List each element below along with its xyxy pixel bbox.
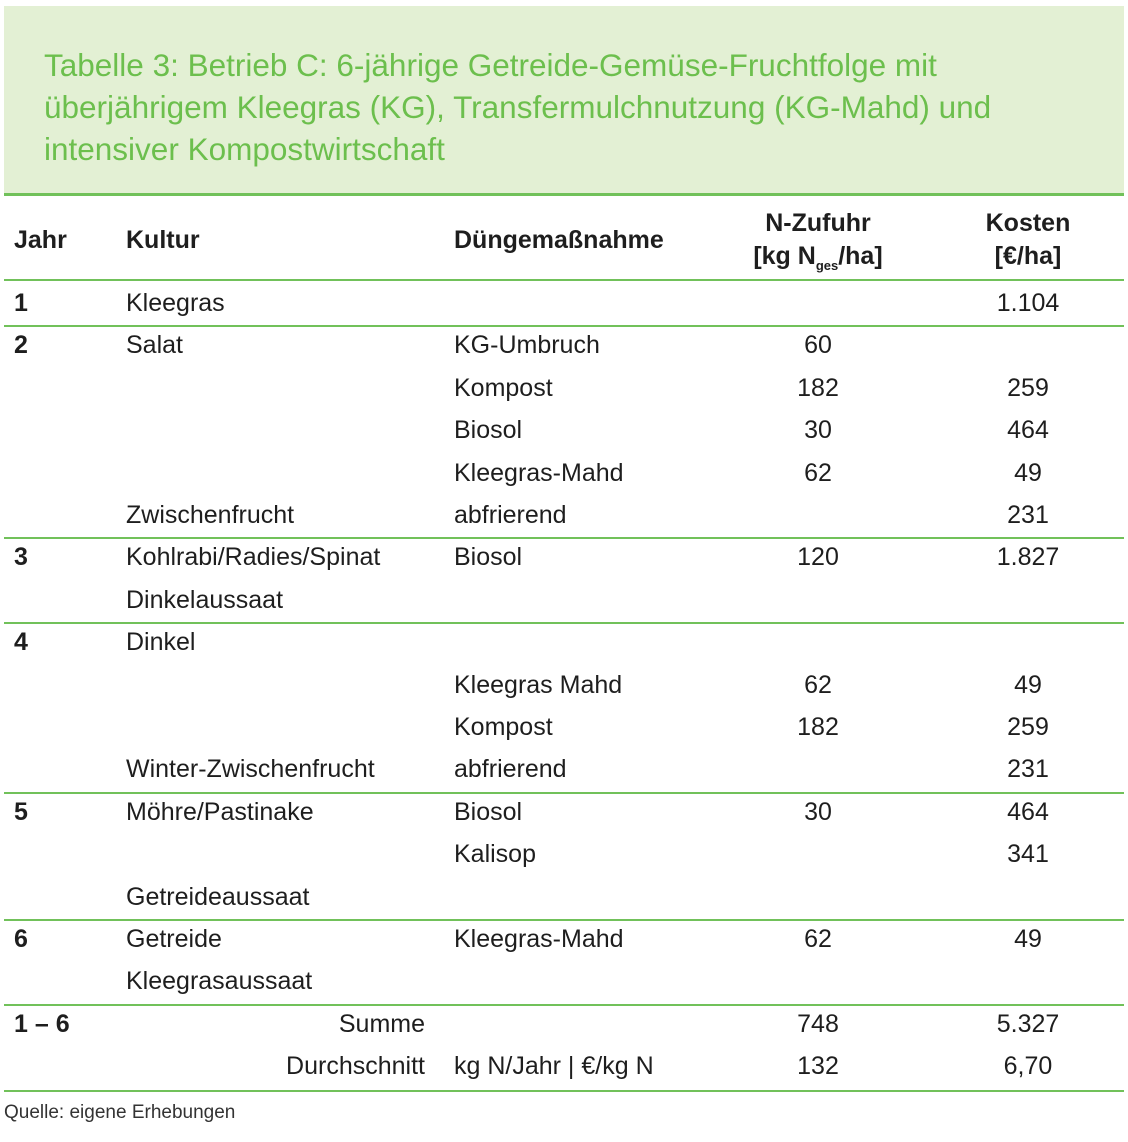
cell-n-zufuhr: 120: [797, 543, 839, 571]
table-row: [0, 367, 1128, 409]
cell-kosten: 231: [1007, 755, 1049, 783]
table-row: [0, 748, 1128, 790]
table-rule: [4, 193, 1124, 196]
cell-kosten: 341: [1007, 840, 1049, 868]
cell-kosten: 464: [1007, 416, 1049, 444]
cell-kosten: 5.327: [996, 1010, 1060, 1038]
table-row: [0, 706, 1128, 748]
cell-n-zufuhr: 62: [804, 925, 832, 953]
cell-kultur: Salat: [126, 331, 183, 359]
header-n-zufuhr-line1: N-Zufuhr: [765, 209, 871, 237]
cell-duengemassnahme: Kalisop: [454, 840, 536, 868]
cell-summary-label: Durchschnitt: [286, 1052, 425, 1080]
table-row: [0, 409, 1128, 451]
header-unit-pre: [kg N: [753, 242, 816, 270]
cell-jahr: 6: [14, 925, 28, 953]
source-note: Quelle: eigene Erhebungen: [4, 1102, 236, 1123]
table-row: [0, 324, 1128, 366]
header-n-zufuhr: [718, 207, 918, 273]
cell-jahr: 2: [14, 331, 28, 359]
cell-duengemassnahme: KG-Umbruch: [454, 331, 600, 359]
cell-kultur: Dinkel: [126, 628, 196, 656]
header-n-zufuhr-line2: [718, 240, 918, 273]
cell-kultur: Winter-Zwischenfrucht: [126, 755, 375, 783]
table-row: [0, 536, 1128, 578]
cell-duengemassnahme: Kompost: [454, 374, 553, 402]
cell-kultur: Getreide: [126, 925, 222, 953]
table-row: [0, 664, 1128, 706]
cell-kosten: 231: [1007, 501, 1049, 529]
cell-n-zufuhr: 182: [797, 713, 839, 741]
header-kosten: [938, 207, 1118, 273]
cell-kultur: Möhre/Pastinake: [126, 798, 314, 826]
summary-row-sum: [0, 1003, 1128, 1045]
cell-duengemassnahme: Kleegras Mahd: [454, 671, 623, 699]
cell-kultur: Kleegrasaussaat: [126, 967, 313, 995]
cell-jahr: 5: [14, 798, 28, 826]
title-line: intensiver Kompostwirtschaft: [44, 131, 445, 167]
header-kosten-line2: [€/ha]: [994, 242, 1062, 270]
cell-kultur: Kleegras: [126, 289, 225, 317]
cell-n-zufuhr: 748: [797, 1010, 839, 1038]
table-row: [0, 282, 1128, 324]
cell-duengemassnahme: Kleegras-Mahd: [454, 459, 624, 487]
cell-duengemassnahme: Kompost: [454, 713, 553, 741]
cell-jahr: 1: [14, 289, 28, 317]
cell-summary-label: Summe: [338, 1010, 425, 1038]
cell-n-zufuhr: 132: [797, 1052, 839, 1080]
cell-kosten: 49: [1014, 671, 1042, 699]
cell-duengemassnahme: Biosol: [454, 416, 523, 444]
cell-n-zufuhr: 30: [804, 798, 832, 826]
table-row: [0, 494, 1128, 536]
cell-kosten: 259: [1007, 713, 1049, 741]
table-row: [0, 452, 1128, 494]
cell-n-zufuhr: 62: [804, 459, 832, 487]
table-row: [0, 918, 1128, 960]
title-line: Tabelle 3: Betrieb C: 6-jährige Getreide-Gemüse-Fruchtfolge mit: [44, 47, 937, 83]
cell-n-zufuhr: 182: [797, 374, 839, 402]
cell-duengemassnahme: Biosol: [454, 798, 523, 826]
header-unit-post: /ha]: [838, 242, 883, 270]
cell-duengemassnahme: Biosol: [454, 543, 523, 571]
table-row: [0, 579, 1128, 621]
cell-kosten: 49: [1014, 459, 1042, 487]
table-row: [0, 876, 1128, 918]
cell-duengemassnahme: kg N/Jahr | €/kg N: [454, 1052, 654, 1080]
table-row: [0, 621, 1128, 663]
summary-row-average: [0, 1045, 1128, 1087]
cell-n-zufuhr: 60: [804, 331, 832, 359]
cell-kultur: Dinkelaussaat: [126, 586, 284, 614]
cell-kosten: 6,70: [1003, 1052, 1053, 1080]
cell-kosten: 259: [1007, 374, 1049, 402]
table-row: [0, 960, 1128, 1002]
cell-kosten: 464: [1007, 798, 1049, 826]
table-rule: [4, 1090, 1124, 1092]
header-kultur: Kultur: [126, 226, 200, 254]
cell-jahr: 4: [14, 628, 28, 656]
header-duengemassnahme: Düngemaßnahme: [454, 226, 664, 254]
table-title: [44, 44, 1124, 170]
cell-jahr: 3: [14, 543, 28, 571]
cell-jahr: 1 – 6: [14, 1010, 70, 1038]
header-jahr: Jahr: [14, 226, 67, 254]
table-rule: [4, 279, 1124, 281]
header-kosten-line1: Kosten: [985, 209, 1071, 237]
cell-kosten: 1.104: [996, 289, 1060, 317]
table-title-box: [4, 6, 1124, 194]
cell-kosten: 49: [1014, 925, 1042, 953]
cell-duengemassnahme: abfrierend: [454, 501, 567, 529]
header-unit-subscript: ges: [815, 258, 839, 273]
cell-duengemassnahme: abfrierend: [454, 755, 567, 783]
cell-kultur: Getreideaussaat: [126, 883, 310, 911]
cell-n-zufuhr: 62: [804, 671, 832, 699]
cell-duengemassnahme: Kleegras-Mahd: [454, 925, 624, 953]
cell-kultur: Kohlrabi/Radies/Spinat: [126, 543, 381, 571]
table-row: [0, 791, 1128, 833]
cell-kosten: 1.827: [996, 543, 1060, 571]
cell-kultur: Zwischenfrucht: [126, 501, 295, 529]
cell-n-zufuhr: 30: [804, 416, 832, 444]
table-row: [0, 833, 1128, 875]
title-line: überjährigem Kleegras (KG), Transfermulchnutzung (KG-Mahd) und: [44, 89, 992, 125]
